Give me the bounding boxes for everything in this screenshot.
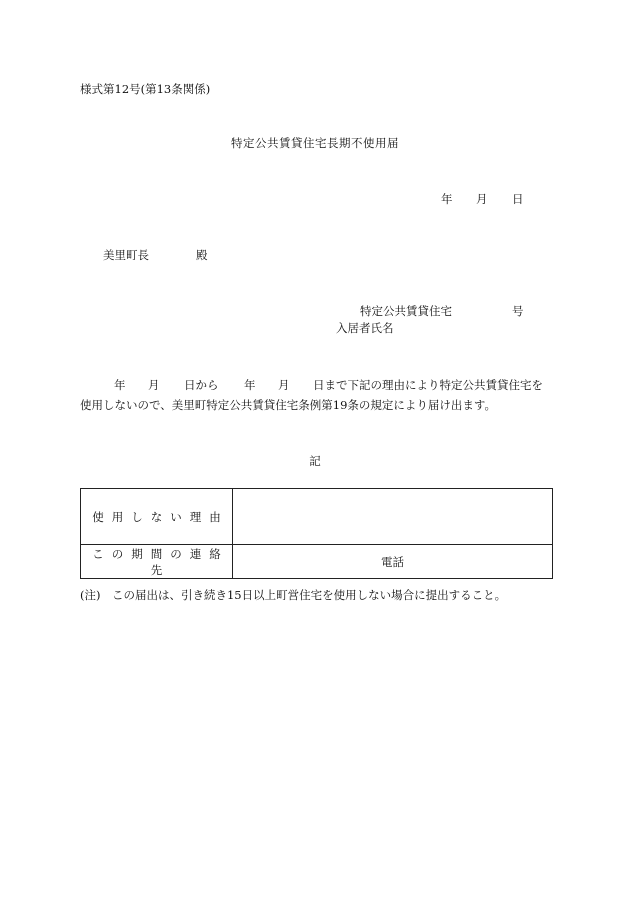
body-line-2: 使用しないので、美里町特定公共賃貸住宅条例第19条の規定により届け出ます。: [80, 398, 496, 412]
footnote: (注) この届出は、引き続き15日以上町営住宅を使用しない場合に提出すること。: [80, 588, 507, 602]
housing-number-suffix: 号: [512, 304, 524, 318]
to-day-text: 日まで下記の理由により特定公共賃貸住宅を: [313, 378, 543, 392]
document-title: 特定公共賃貸住宅長期不使用届: [231, 136, 399, 150]
from-month-label: 月: [148, 378, 160, 392]
date-year-label: 年: [441, 192, 453, 206]
to-month-label: 月: [278, 378, 290, 392]
resident-name-label: 入居者氏名: [336, 321, 394, 335]
table-row: [81, 489, 553, 545]
reason-label: 使用しない理由: [81, 489, 233, 545]
from-day-label: 日から: [184, 378, 219, 392]
form-number: 様式第12号(第13条関係): [80, 82, 211, 96]
from-year-label: 年: [114, 378, 126, 392]
date-day-label: 日: [512, 192, 524, 206]
reason-table: [80, 488, 553, 579]
addressee-honorific: 殿: [196, 248, 208, 262]
addressee-name: 美里町長: [103, 248, 149, 262]
housing-label: 特定公共賃貸住宅: [360, 304, 452, 318]
contact-phone-field[interactable]: 電話: [233, 545, 553, 579]
contact-label: この期間の連絡先: [81, 545, 233, 579]
reason-value-field[interactable]: [233, 489, 553, 545]
to-year-label: 年: [244, 378, 256, 392]
date-month-label: 月: [476, 192, 488, 206]
table-row: [81, 545, 553, 579]
ki-heading: 記: [309, 454, 321, 468]
